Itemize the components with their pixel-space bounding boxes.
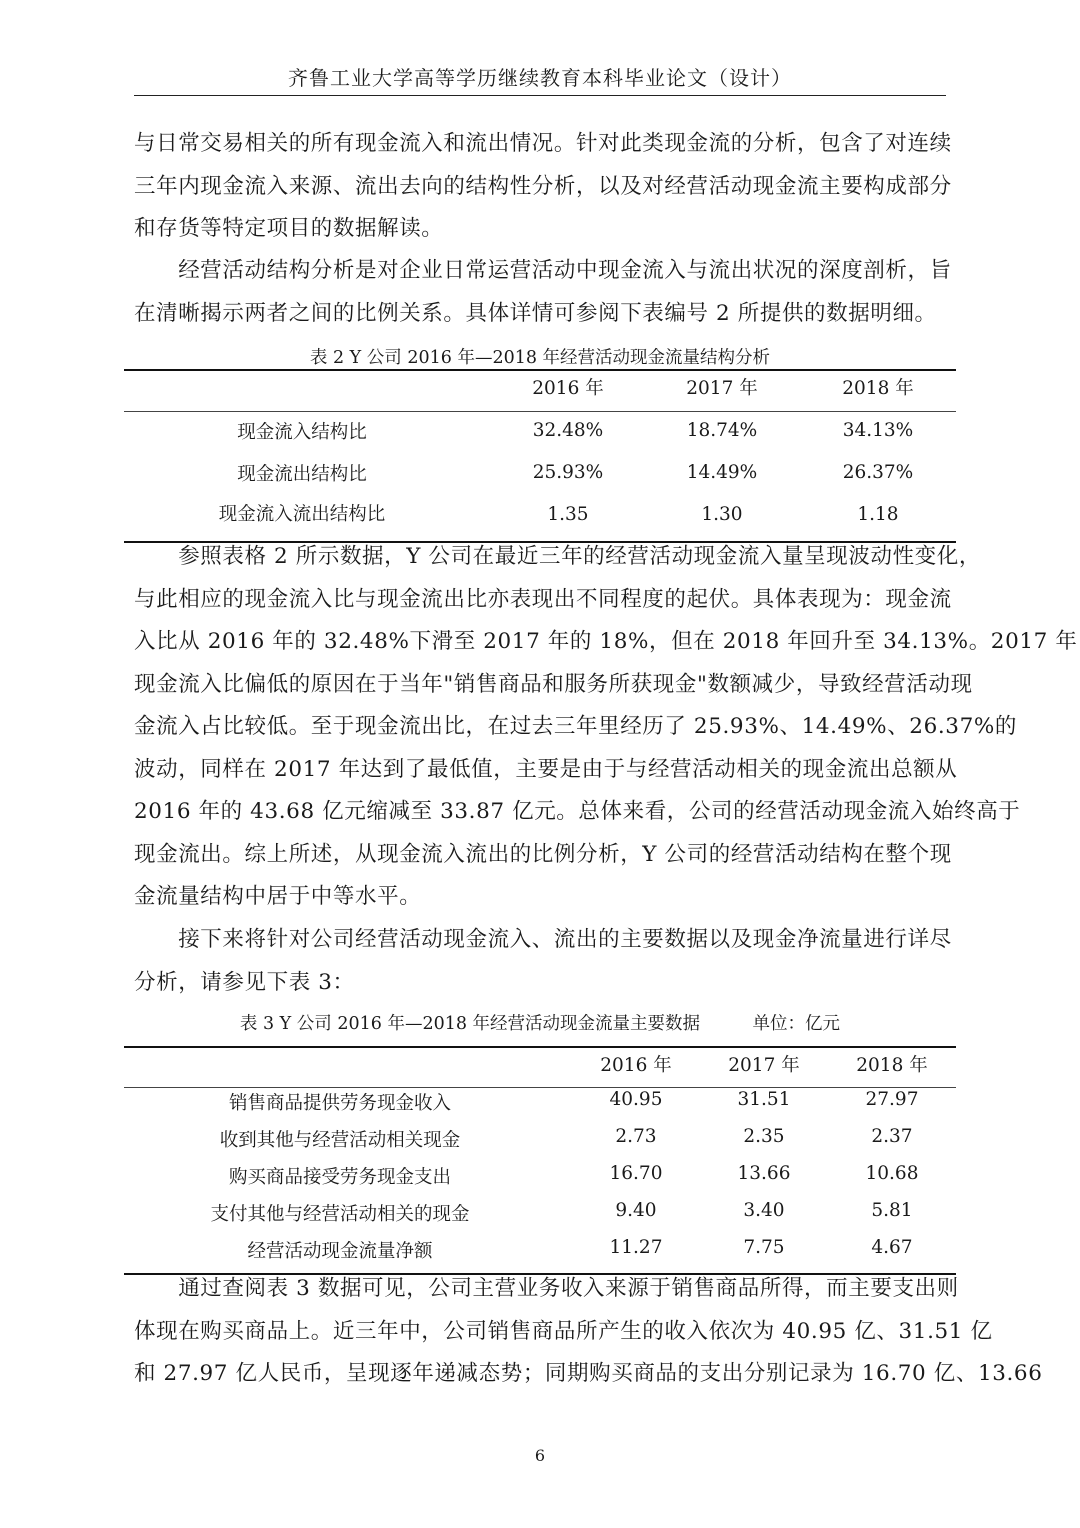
table-3-header-rule — [124, 1087, 956, 1088]
table-2-cell: 34.13% — [842, 420, 914, 441]
paragraph-line: 金流量结构中居于中等水平。 — [134, 884, 422, 909]
table-3-cell: 13.66 — [737, 1163, 791, 1184]
table-2-header-rule — [124, 411, 956, 412]
table-2-cell: 25.93% — [532, 462, 604, 483]
paragraph-2 — [134, 250, 952, 335]
page-number: 6 — [534, 1446, 546, 1465]
table-3-header-2016: 2016 年 — [600, 1055, 672, 1076]
table-3-top-rule — [124, 1046, 956, 1048]
paragraph-line: 体现在购买商品上。近三年中，公司销售商品所产生的收入依次为 40.95 亿、31.51 亿 — [134, 1318, 993, 1344]
table-2-cell: 18.74% — [686, 420, 758, 441]
table-2-row-label: 现金流出结构比 — [237, 464, 367, 485]
paragraph-line: 经营活动结构分析是对企业日常运营活动中现金流入与流出状况的深度剖析，旨 — [134, 258, 952, 283]
table-3-cell: 3.40 — [743, 1200, 785, 1221]
header-divider — [134, 95, 946, 96]
paragraph-5 — [134, 1268, 1043, 1396]
table-2-cell: 1.30 — [701, 504, 743, 525]
paragraph-line: 在清晰揭示两者之间的比例关系。具体详情可参阅下表编号 2 所提供的数据明细。 — [134, 300, 937, 326]
table-3-cell: 4.67 — [871, 1237, 913, 1258]
table-3-row-label: 销售商品提供劳务现金收入 — [228, 1093, 451, 1114]
table-3-cell: 40.95 — [609, 1089, 663, 1110]
table-3-cell: 2.73 — [615, 1126, 657, 1147]
table-2-cell: 1.35 — [547, 504, 589, 525]
table-2-cell: 32.48% — [532, 420, 604, 441]
paragraph-line: 通过查阅表 3 数据可见，公司主营业务收入来源于销售商品所得，而主要支出则 — [134, 1276, 959, 1301]
table-3-cell: 27.97 — [865, 1089, 919, 1110]
table-3-cell: 10.68 — [865, 1163, 919, 1184]
table-2-cell: 14.49% — [686, 462, 758, 483]
paragraph-line: 接下来将针对公司经营活动现金流入、流出的主要数据以及现金净流量进行详尽 — [134, 927, 952, 952]
table-3-header-2017: 2017 年 — [728, 1055, 800, 1076]
paragraph-line: 和存货等特定项目的数据解读。 — [134, 216, 444, 241]
table-3-row-label: 经营活动现金流量净额 — [247, 1241, 433, 1262]
table-2-header-2017: 2017 年 — [686, 378, 758, 399]
table-3-row-label: 收到其他与经营活动相关现金 — [219, 1130, 461, 1151]
paragraph-line: 与此相应的现金流入比与现金流出比亦表现出不同程度的起伏。具体表现为：现金流 — [134, 586, 952, 612]
page-header: 齐鲁工业大学高等学历继续教育本科毕业论文（设计） — [288, 66, 792, 90]
table-2-top-rule — [124, 369, 956, 371]
table-3-caption: 表 3 Y 公司 2016 年—2018 年经营活动现金流量主要数据 单位：亿元 — [239, 1014, 841, 1034]
paragraph-line: 现金流出。综上所述，从现金流入流出的比例分析，Y 公司的经营活动结构在整个现 — [134, 841, 952, 867]
paragraph-1 — [134, 123, 952, 251]
table-3-cell: 2.35 — [743, 1126, 785, 1147]
paragraph-line: 现金流入比偏低的原因在于当年"销售商品和服务所获现金"数额减少，导致经营活动现 — [134, 671, 973, 697]
paragraph-line: 三年内现金流入来源、流出去向的结构性分析，以及对经营活动现金流主要构成部分 — [134, 173, 952, 199]
table-3-cell: 16.70 — [609, 1163, 663, 1184]
table-2-header-2018: 2018 年 — [842, 378, 914, 399]
table-2-cell: 26.37% — [842, 462, 914, 483]
paragraph-line: 波动，同样在 2017 年达到了最低值，主要是由于与经营活动相关的现金流出总额从 — [134, 756, 958, 782]
table-3-row-label: 支付其他与经营活动相关的现金 — [210, 1204, 470, 1225]
paragraph-line: 分析，请参见下表 3： — [134, 969, 355, 995]
paragraph-line: 参照表格 2 所示数据，Y 公司在最近三年的经营活动现金流入量呈现波动性变化， — [134, 544, 981, 569]
table-2-row-label: 现金流入流出结构比 — [218, 504, 386, 525]
table-3-cell: 7.75 — [743, 1237, 785, 1258]
paragraph-3 — [134, 536, 1078, 919]
paragraph-line: 金流入占比较低。至于现金流出比，在过去三年里经历了 25.93%、14.49%、26.37%的 — [134, 714, 1017, 739]
table-2-header-2016: 2016 年 — [532, 378, 604, 399]
paragraph-line: 和 27.97 亿人民币，呈现逐年递减态势；同期购买商品的支出分别记录为 16.70 亿、13.66 — [134, 1361, 1043, 1386]
paragraph-line: 与日常交易相关的所有现金流入和流出情况。针对此类现金流的分析，包含了对连续 — [134, 131, 952, 156]
table-3-row-label: 购买商品接受劳务现金支出 — [228, 1167, 451, 1188]
paragraph-4 — [134, 919, 952, 1004]
table-3-cell: 5.81 — [871, 1200, 913, 1221]
paragraph-line: 入比从 2016 年的 32.48%下滑至 2017 年的 18%，但在 2018 年回升至 34.13%。2017 年 — [134, 629, 1078, 654]
paragraph-line: 2016 年的 43.68 亿元缩减至 33.87 亿元。总体来看，公司的经营活动现金流入始终高于 — [134, 799, 1021, 824]
table-3-cell: 9.40 — [615, 1200, 657, 1221]
table-2-caption: 表 2 Y 公司 2016 年—2018 年经营活动现金流量结构分析 — [309, 348, 771, 368]
table-3-cell: 11.27 — [609, 1237, 663, 1258]
table-3-cell: 31.51 — [737, 1089, 791, 1110]
table-3-cell: 2.37 — [871, 1126, 913, 1147]
table-2-cell: 1.18 — [857, 504, 899, 525]
table-3-header-2018: 2018 年 — [856, 1055, 928, 1076]
table-2-row-label: 现金流入结构比 — [237, 422, 367, 443]
